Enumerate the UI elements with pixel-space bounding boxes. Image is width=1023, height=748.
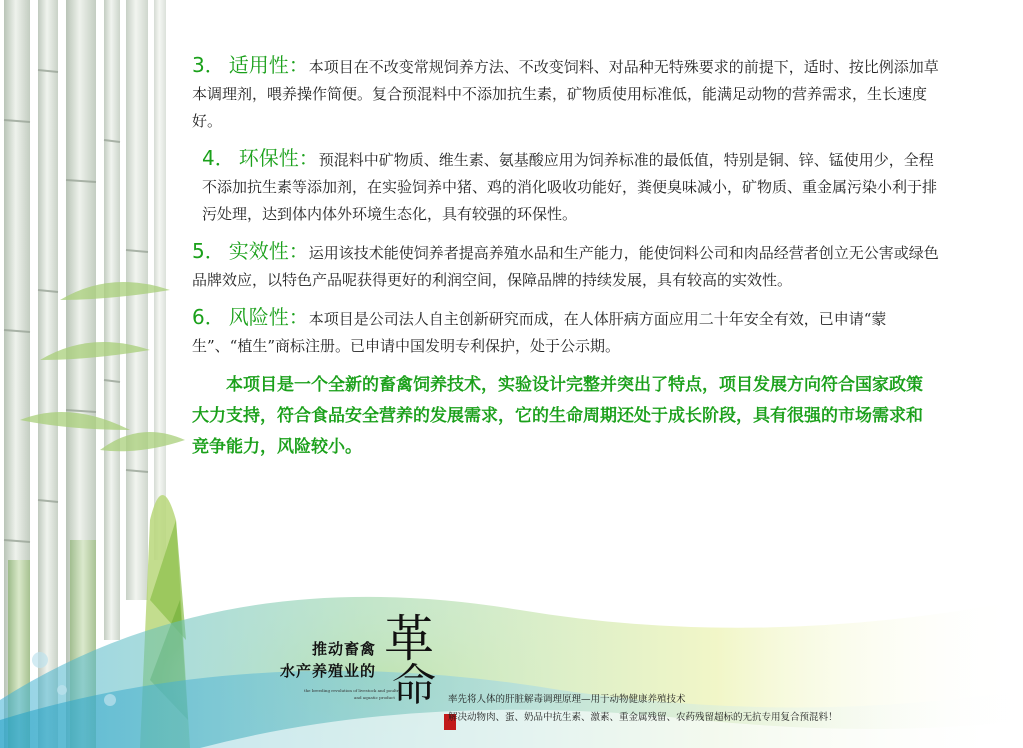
section-number: 6． [192, 305, 225, 329]
section-heading [192, 239, 309, 263]
section-risk [192, 304, 942, 360]
section-number: 5． [192, 239, 225, 263]
section-body: 本项目是公司法人自主创新研究而成，在人体肝病方面应用二十年安全有效，已申请“蒙生”、“植生”商标注册。已申请中国发明专利保护，处于公示期。 [192, 310, 887, 355]
slogan-line-1: 率先将人体的肝脏解毒调理原理—用于动物健康养殖技术 [448, 694, 686, 705]
section-heading [202, 146, 319, 170]
calligraphy-character-1: 革 [384, 610, 434, 668]
section-body: 本项目在不改变常规饲养方法、不改变饲料、对品种无特殊要求的前提下，适时、按比例添加草本调理剂，喂养操作简便。复合预混料中不添加抗生素，矿物质使用标准低，能满足动物的营养需求，生长速度好。 [192, 58, 939, 130]
section-environmental [192, 145, 942, 228]
section-effectiveness [192, 238, 942, 294]
section-title: 环保性： [238, 146, 319, 170]
section-number: 4． [202, 146, 235, 170]
brand-logo [272, 610, 472, 742]
section-body: 预混料中矿物质、维生素、氨基酸应用为饲养标准的最低值，特别是铜、锌、锰使用少，全程不添加抗生素等添加剂，在实验饲养中猪、鸡的消化吸收功能好，粪便臭味减小，矿物质、重金属污染小利于排污处理，达到体内体外环境生态化，具有较强的环保性。 [202, 151, 938, 223]
slogan [448, 691, 838, 727]
section-number: 3． [192, 53, 225, 77]
calligraphy-character-2: 命 [392, 660, 436, 711]
section-body: 运用该技术能使饲养者提高养殖水品和生产能力，能使饲料公司和肉品经营者创立无公害或绿色品牌效应，以特色产品呢获得更好的利润空间，保障品牌的持续发展，具有较高的实效性。 [192, 244, 939, 289]
slogan-line-2: 解决动物肉、蛋、奶品中抗生素、激素、重金属残留、农药残留超标的无抗专用复合预混料！ [448, 712, 838, 723]
brand-english-1: the breeding revolution of livestock and poultry [304, 688, 401, 693]
section-applicability [192, 52, 942, 135]
section-heading [192, 53, 309, 77]
section-heading [192, 305, 309, 329]
brand-line-1: 推动畜禽 [312, 640, 377, 658]
summary-paragraph: 本项目是一个全新的畜禽饲养技术，实验设计完整并突出了特点，项目发展方向符合国家政策大力支持，符合食品安全营养的发展需求，它的生命周期还处于成长阶段，具有很强的市场需求和竞争能力，风险较小。 [192, 375, 923, 457]
section-title: 实效性： [228, 239, 309, 263]
section-title: 适用性： [228, 53, 309, 77]
brand-english-2: and aquatic product [354, 695, 395, 700]
section-title: 风险性： [228, 305, 309, 329]
brand-line-2: 水产养殖业的 [280, 662, 377, 680]
content-area [192, 52, 942, 480]
